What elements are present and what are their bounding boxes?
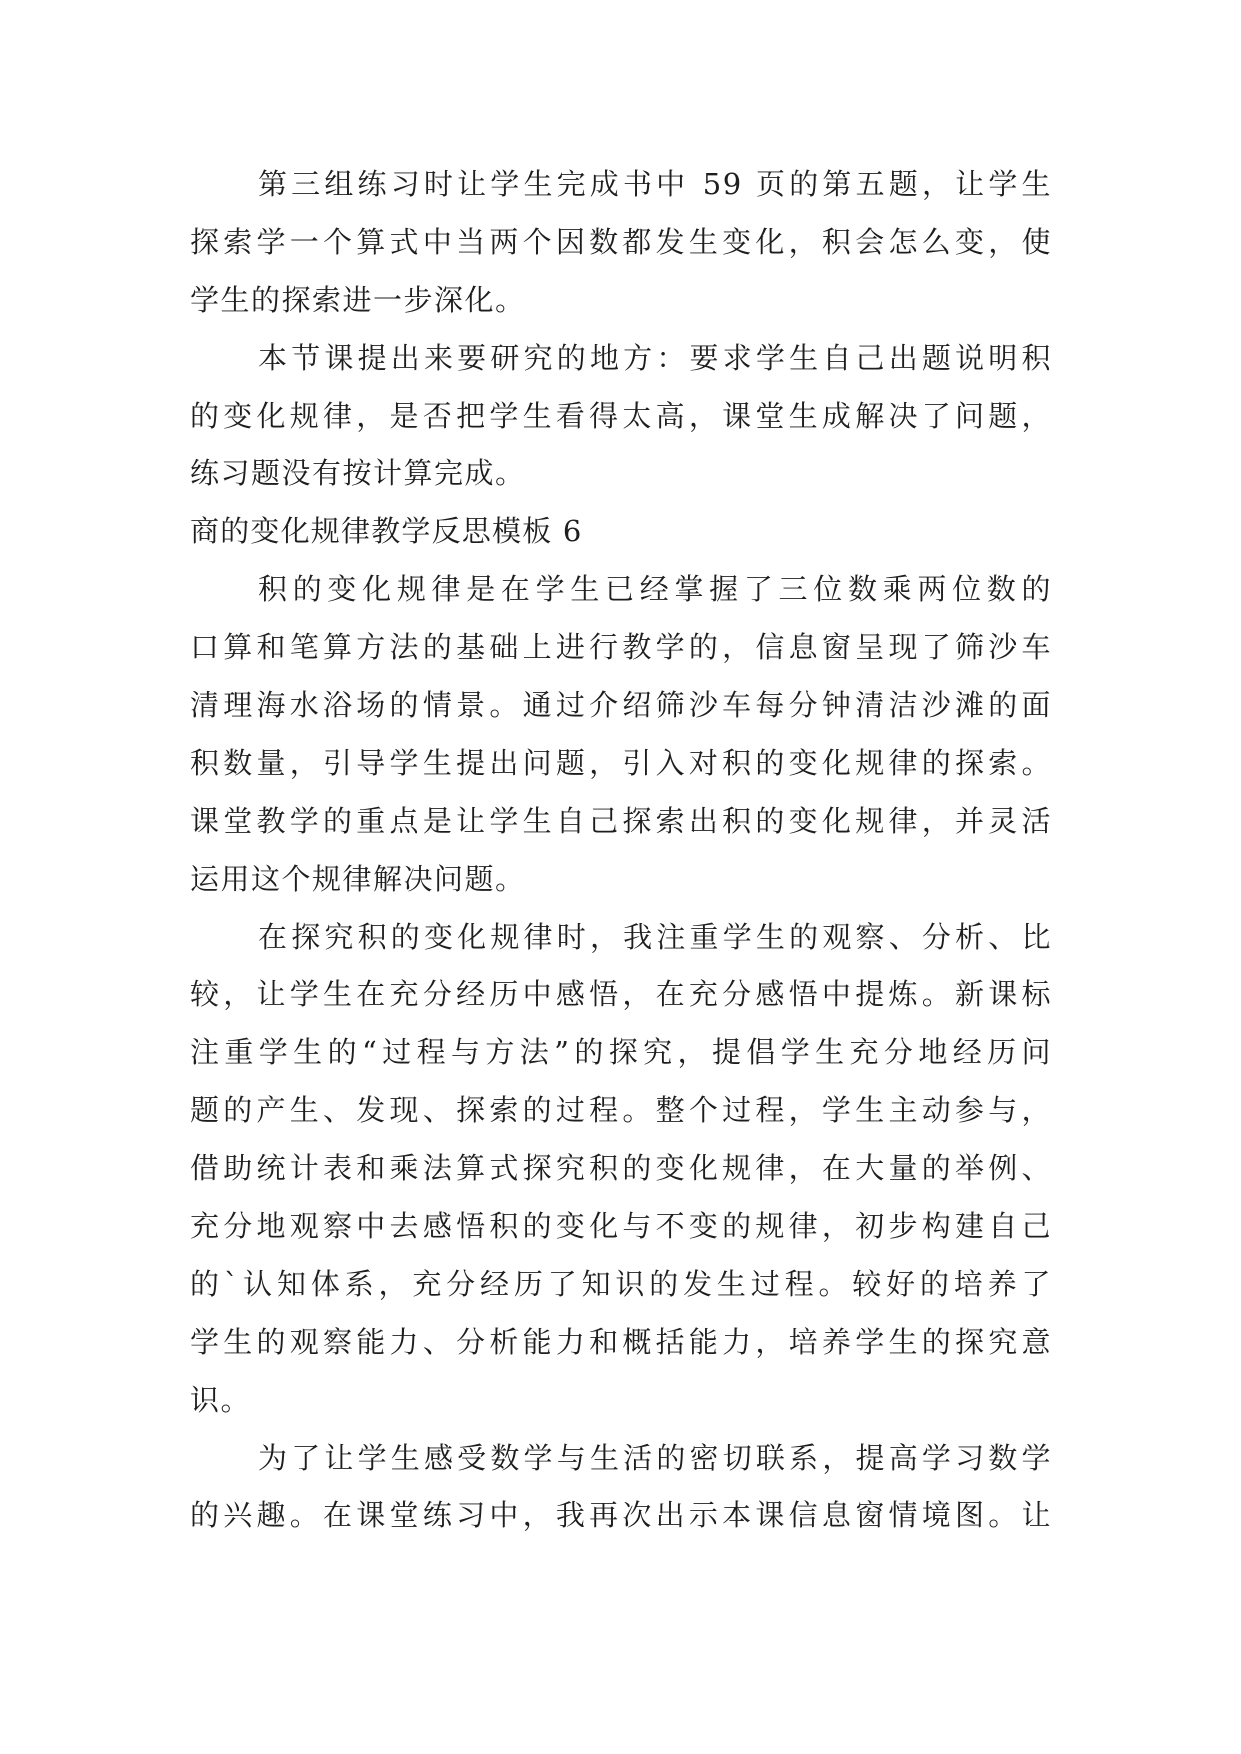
text-line: 识。	[190, 1382, 252, 1417]
section-heading: 商的变化规律教学反思模板 6	[190, 514, 583, 549]
text-line: 积的变化规律是在学生已经掌握了三位数乘两位数的	[258, 572, 1052, 607]
text-line: 运用这个规律解决问题。	[190, 861, 526, 896]
text-line: 口算和笔算方法的基础上进行教学的，信息窗呈现了筛沙车	[190, 630, 1052, 665]
text-line: 学生的观察能力、分析能力和概括能力，培养学生的探究意	[190, 1324, 1052, 1359]
text-line: 第三组练习时让学生完成书中 59 页的第五题，让学生	[258, 167, 1052, 201]
text-line: 探索学一个算式中当两个因数都发生变化，积会怎么变，使	[190, 224, 1052, 259]
text-line: 注重学生的“过程与方法”的探究，提倡学生充分地经历问	[190, 1035, 1052, 1070]
text-line: 的`认知体系，充分经历了知识的发生过程。较好的培养了	[190, 1266, 1052, 1301]
text-line: 为了让学生感受数学与生活的密切联系，提高学习数学	[258, 1440, 1052, 1475]
text-line: 充分地观察中去感悟积的变化与不变的规律，初步构建自己	[190, 1209, 1052, 1244]
text-line: 清理海水浴场的情景。通过介绍筛沙车每分钟清洁沙滩的面	[190, 688, 1052, 723]
text-line: 的变化规律，是否把学生看得太高，课堂生成解决了问题，	[190, 398, 1052, 433]
paragraph	[190, 156, 1052, 330]
text-line: 本节课提出来要研究的地方：要求学生自己出题说明积	[258, 340, 1052, 375]
text-line: 学生的探索进一步深化。	[190, 282, 526, 317]
text-line: 借助统计表和乘法算式探究积的变化规律，在大量的举例、	[190, 1151, 1052, 1186]
text-line: 的兴趣。在课堂练习中，我再次出示本课信息窗情境图。让	[190, 1498, 1052, 1533]
text-line: 积数量，引导学生提出问题，引入对积的变化规律的探索。	[190, 745, 1052, 780]
paragraph	[190, 1430, 1052, 1546]
text-line: 在探究积的变化规律时，我注重学生的观察、分析、比	[258, 919, 1052, 954]
document-body	[190, 156, 1052, 1545]
paragraph	[190, 330, 1052, 504]
paragraph	[190, 561, 1052, 908]
paragraph	[190, 909, 1052, 1430]
text-line: 课堂教学的重点是让学生自己探索出积的变化规律，并灵活	[190, 803, 1052, 838]
text-line: 练习题没有按计算完成。	[190, 456, 526, 491]
text-line: 较，让学生在充分经历中感悟，在充分感悟中提炼。新课标	[190, 977, 1052, 1012]
text-line: 题的产生、发现、探索的过程。整个过程，学生主动参与，	[190, 1093, 1052, 1128]
